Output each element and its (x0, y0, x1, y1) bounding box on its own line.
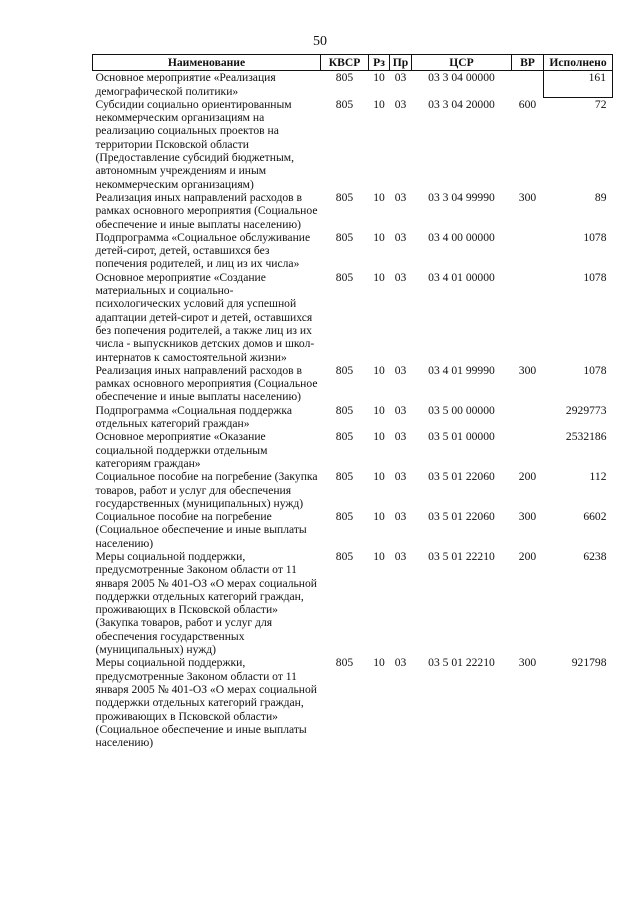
header-pr: Пр (390, 55, 412, 71)
cell-name: Меры социальной поддержки, предусмотренные Законом области от 11 января 2005 № 401-ОЗ «О мерах социальной поддержки отдельных категорий граждан, проживающих в Псковской области» (Закупка товаров, работ и услуг для обеспечения государственных (муниципальных) нужд) (95, 549, 317, 657)
cell-rz: 10 (373, 549, 385, 563)
cell-pr: 03 (394, 71, 407, 85)
cell-kvsr: 805 (335, 190, 354, 204)
table-row (93, 430, 613, 470)
cell-csr: 03 5 01 22060 (428, 510, 495, 524)
cell-isp: 161 (544, 71, 613, 98)
cell-vr: 200 (518, 549, 537, 563)
cell-isp: 1078 (583, 363, 607, 377)
cell-rz: 10 (373, 190, 385, 204)
header-vr: ВР (512, 55, 544, 71)
header-isp: Исполнено (544, 55, 613, 71)
cell-name: Субсидии социально ориентированным некоммерческим организациям на реализацию социальных проектов на территории Псковской области (Предоставление субсидий бюджетным, автономным учреждениям и иным некоммерческим организациям) (95, 97, 294, 191)
cell-csr: 03 5 01 00000 (428, 430, 495, 444)
table-row (93, 510, 613, 550)
cell-pr: 03 (394, 403, 407, 417)
cell-name: Подпрограмма «Социальная поддержка отдельных категорий граждан» (95, 403, 293, 431)
cell-name: Основное мероприятие «Оказание социальной поддержки отдельным категориям граждан» (95, 430, 268, 470)
cell-vr: 300 (518, 190, 537, 204)
cell-pr: 03 (394, 363, 407, 377)
cell-kvsr: 805 (335, 97, 354, 111)
cell-rz: 10 (373, 656, 385, 670)
cell-csr: 03 4 01 99990 (428, 363, 495, 377)
cell-csr: 03 4 00 00000 (428, 230, 495, 244)
table-row (93, 231, 613, 271)
cell-vr: 200 (518, 470, 537, 484)
cell-vr: 300 (518, 656, 537, 670)
cell-vr: 300 (518, 510, 537, 524)
cell-kvsr: 805 (335, 230, 354, 244)
cell-isp: 89 (594, 190, 607, 204)
table-row (93, 550, 613, 656)
cell-pr: 03 (394, 549, 407, 563)
cell-rz: 10 (373, 97, 385, 111)
cell-pr: 03 (394, 230, 407, 244)
cell-kvsr: 805 (335, 363, 354, 377)
cell-isp: 1078 (583, 270, 607, 284)
cell-vr (512, 271, 544, 364)
cell-pr: 03 (394, 97, 407, 111)
cell-csr: 03 5 01 22060 (428, 470, 495, 484)
cell-pr: 03 (394, 656, 407, 670)
cell-pr: 03 (394, 190, 407, 204)
cell-isp: 921798 (571, 656, 607, 670)
cell-isp: 6602 (583, 510, 607, 524)
page-number: 50 (313, 34, 327, 49)
cell-csr: 03 3 04 99990 (428, 190, 495, 204)
cell-rz: 10 (373, 470, 385, 484)
cell-csr: 03 4 01 00000 (428, 270, 495, 284)
cell-isp: 2929773 (565, 403, 607, 417)
header-csr: ЦСР (412, 55, 512, 71)
cell-vr: 600 (518, 97, 537, 111)
cell-kvsr: 805 (335, 403, 354, 417)
cell-rz: 10 (373, 403, 385, 417)
cell-csr: 03 5 01 22210 (428, 656, 495, 670)
cell-isp: 1078 (583, 230, 607, 244)
cell-name: Социальное пособие на погребение (Социальное обеспечение и иные выплаты населению) (95, 510, 307, 550)
table-row (93, 656, 613, 749)
cell-name: Подпрограмма «Социальное обслуживание детей-сирот, детей, оставшихся без попечения родителей, и лиц из их числа» (95, 230, 311, 271)
cell-kvsr: 805 (335, 71, 354, 85)
cell-pr: 03 (394, 270, 407, 284)
cell-isp: 72 (594, 98, 607, 112)
cell-kvsr: 805 (335, 656, 354, 670)
cell-csr: 03 3 04 20000 (428, 97, 495, 111)
cell-name: Реализация иных направлений расходов в рамках основного мероприятия (Социальное обеспечение и иные выплаты населению) (95, 363, 318, 404)
cell-name: Основное мероприятие «Создание материальных и социально-психологических условий для успешной адаптации детей-сирот и детей, оставшихся без попечения родителей, а также лиц из их числа - выпускников детских домов и школ-интернатов к самостоятельной жизни» (95, 270, 315, 364)
cell-kvsr: 805 (335, 430, 354, 444)
budget-execution-table (92, 54, 613, 749)
cell-pr: 03 (394, 470, 407, 484)
cell-csr: 03 5 00 00000 (428, 403, 495, 417)
cell-vr (512, 71, 544, 98)
cell-rz: 10 (373, 363, 385, 377)
cell-vr: 300 (518, 363, 537, 377)
cell-rz: 10 (373, 430, 385, 444)
table-row (93, 364, 613, 404)
cell-vr (512, 404, 544, 431)
cell-name: Основное мероприятие «Реализация демографической политики» (95, 71, 276, 98)
table-row (93, 191, 613, 231)
cell-csr: 03 3 04 00000 (428, 71, 495, 85)
cell-isp: 112 (589, 470, 607, 484)
cell-name: Реализация иных направлений расходов в рамках основного мероприятия (Социальное обеспечение и иные выплаты населению) (95, 190, 318, 231)
cell-kvsr: 805 (335, 270, 354, 284)
cell-rz: 10 (373, 71, 385, 85)
header-name: Наименование (93, 55, 321, 71)
cell-pr: 03 (394, 430, 407, 444)
header-kvsr: КВСР (321, 55, 369, 71)
cell-isp: 6238 (583, 549, 607, 563)
table-row (93, 271, 613, 364)
cell-rz: 10 (373, 510, 385, 524)
header-rz: Рз (369, 55, 390, 71)
cell-kvsr: 805 (335, 549, 354, 563)
table-row (93, 71, 613, 98)
table-row (93, 98, 613, 191)
cell-kvsr: 805 (335, 510, 354, 524)
cell-isp: 2532186 (565, 430, 607, 444)
cell-name: Социальное пособие на погребение (Закупка товаров, работ и услуг для обеспечения государственных (муниципальных) нужд) (95, 470, 318, 510)
cell-name: Меры социальной поддержки, предусмотренные Законом области от 11 января 2005 № 401-ОЗ «О мерах социальной поддержки отдельных категорий граждан, проживающих в Псковской области» (Социальное обеспечение и иные выплаты населению) (95, 656, 317, 750)
cell-rz: 10 (373, 270, 385, 284)
cell-csr: 03 5 01 22210 (428, 549, 495, 563)
cell-rz: 10 (373, 230, 385, 244)
table-row (93, 470, 613, 510)
table-row (93, 404, 613, 431)
cell-vr (512, 430, 544, 470)
cell-vr (512, 231, 544, 271)
table-header-row (93, 55, 613, 71)
cell-pr: 03 (394, 510, 407, 524)
cell-kvsr: 805 (335, 470, 354, 484)
